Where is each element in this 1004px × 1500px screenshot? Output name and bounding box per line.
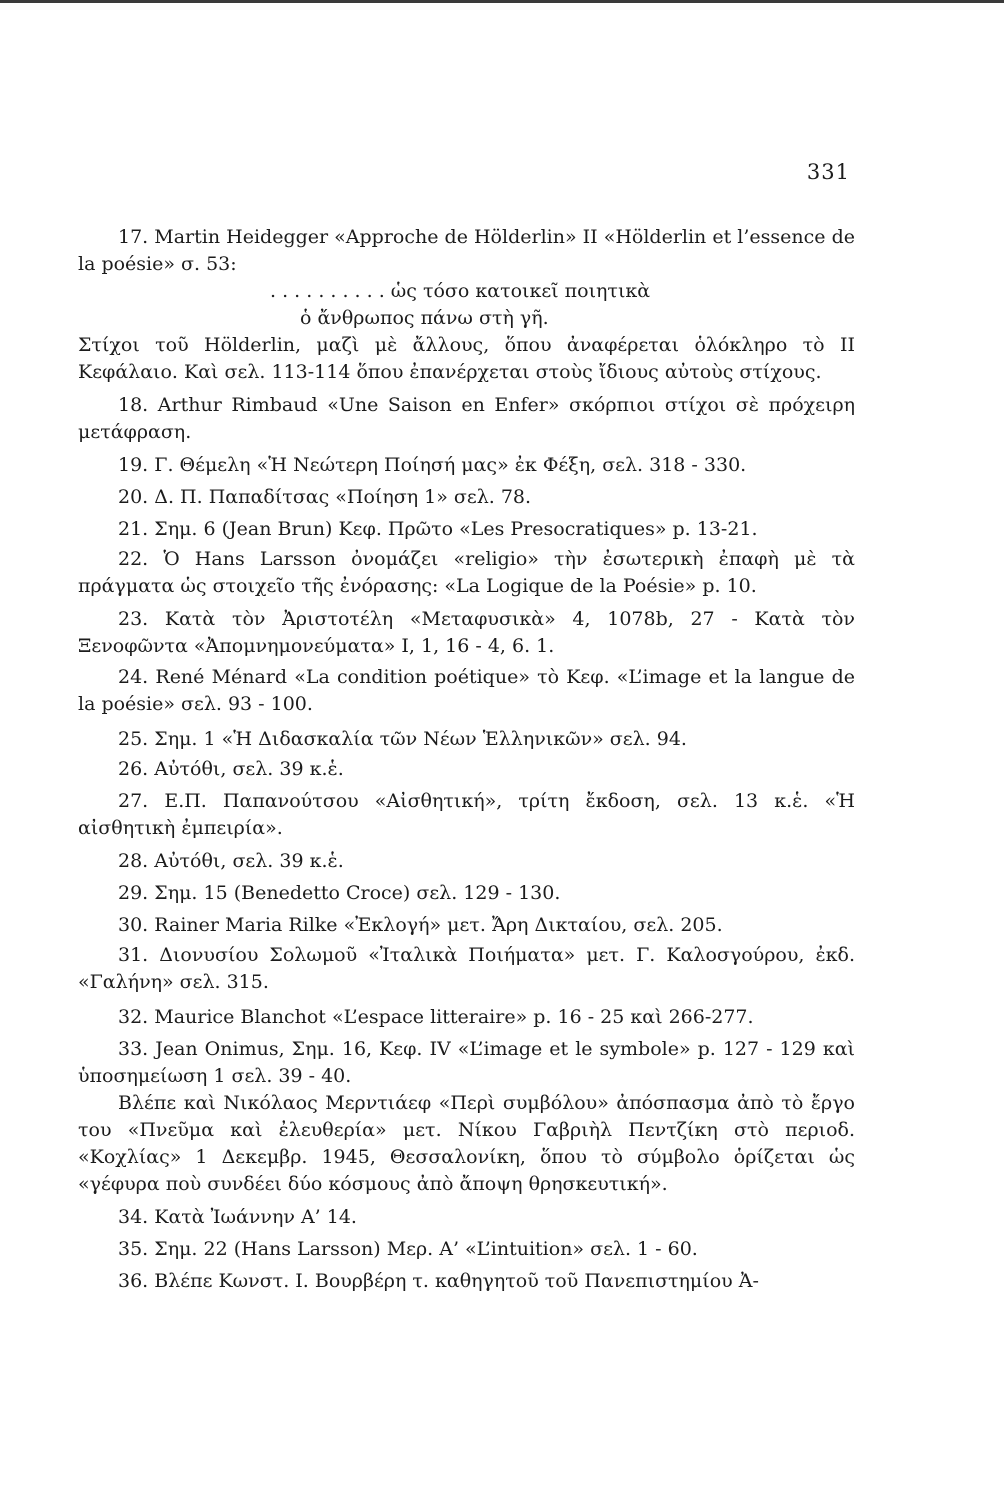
note-19: 19. Γ. Θέμελη «Ἡ Νεώτερη Ποίησή μας» ἐκ Φέξη, σελ. 318 - 330. <box>118 454 747 476</box>
note-30: 30. Rainer Maria Rilke «Ἐκλογή» μετ. Ἄρη Δικταίου, σελ. 205. <box>118 914 723 936</box>
note-31: 31. Διονυσίου Σολωμοῦ «Ἰταλικὰ Ποιήματα» μετ. Γ. Καλοσγούρου, ἐκδ. «Γαλήνη» σελ. 315. <box>78 944 855 993</box>
note-23: 23. Κατὰ τὸν Ἀριστοτέλη «Μεταφυσικὰ» 4, 1078b, 27 - Κατὰ τὸν Ξενοφῶντα «Ἀπομνημονεύματα» I, 1, 16 - 4, 6. 1. <box>78 608 855 657</box>
note-33-continuation: Βλέπε καὶ Νικόλαος Μερντιάεφ «Περὶ συμβόλου» ἀπόσπασμα ἀπὸ τὸ ἔργο του «Πνεῦμα καὶ ἐλευθερία» μετ. Νίκου Γαβριὴλ Πεντζίκη στὸ περιοδ. «Κοχλίας» 1 Δεκεμβρ. 1945, Θεσσαλονίκη, ὅπου τὸ σύμβολο ὁρίζεται ὡς «γέφυρα ποὺ συνδέει δύο κόσμους ἀπὸ ἄποψη θρησκευτική». <box>78 1092 855 1195</box>
note-24: 24. René Ménard «La condition poétique» τὸ Κεφ. «L’image et la langue de la poésie» σελ. 93 - 100. <box>78 666 855 715</box>
note-20: 20. Δ. Π. Παπαδίτσας «Ποίηση 1» σελ. 78. <box>118 486 532 508</box>
note-18: 18. Arthur Rimbaud «Une Saison en Enfer» σκόρπιοι στίχοι σὲ πρόχειρη μετάφραση. <box>78 394 855 443</box>
note-17-continuation: Στίχοι τοῦ Hölderlin, μαζὶ μὲ ἄλλους, ὅπου ἀναφέρεται ὁλόκληρο τὸ II Κεφάλαιο. Καὶ σελ. 113-114 ὅπου ἐπανέρχεται στοὺς ἴδιους αὐτοὺς στίχους. <box>78 334 855 383</box>
note-32: 32. Maurice Blanchot «L’espace litteraire» p. 16 - 25 καὶ 266-277. <box>118 1006 754 1028</box>
note-28: 28. Αὐτόθι, σελ. 39 κ.ἑ. <box>118 850 344 872</box>
note-29: 29. Σημ. 15 (Benedetto Croce) σελ. 129 - 130. <box>118 882 561 904</box>
note-27: 27. Ε.Π. Παπανούτσου «Αἰσθητική», τρίτη ἔκδοση, σελ. 13 κ.ἑ. «Ἡ αἰσθητικὴ ἐμπειρία». <box>78 790 855 839</box>
note-26: 26. Αὐτόθι, σελ. 39 κ.ἑ. <box>118 758 344 780</box>
note-33: 33. Jean Onimus, Σημ. 16, Κεφ. IV «L’image et le symbole» p. 127 - 129 καὶ ὑποσημείωση 1 σελ. 39 - 40. <box>78 1038 855 1087</box>
note-25: 25. Σημ. 1 «Ἡ Διδασκαλία τῶν Νέων Ἑλληνικῶν» σελ. 94. <box>118 728 687 750</box>
note-36: 36. Βλέπε Κωνστ. Ι. Βουρβέρη τ. καθηγητοῦ τοῦ Πανεπιστημίου Ἀ- <box>118 1270 759 1292</box>
note-34: 34. Κατὰ Ἰωάννην Α’ 14. <box>118 1206 357 1228</box>
note-17-verse-line-1: . . . . . . . . . . ὡς τόσο κατοικεῖ ποιητικὰ <box>270 280 651 302</box>
note-17-verse-line-2: ὁ ἄνθρωπος πάνω στὴ γῆ. <box>300 307 549 329</box>
page-number: 331 <box>806 160 850 184</box>
note-35: 35. Σημ. 22 (Hans Larsson) Μερ. Α’ «L’intuition» σελ. 1 - 60. <box>118 1238 698 1260</box>
page-top-edge <box>0 0 1004 3</box>
note-21: 21. Σημ. 6 (Jean Brun) Κεφ. Πρῶτο «Les Presocratiques» p. 13-21. <box>118 518 758 540</box>
note-17: 17. Martin Heidegger «Approche de Hölderlin» II «Hölderlin et l’essence de la poésie» σ. 53: <box>78 226 855 275</box>
note-22: 22. Ὁ Hans Larsson ὀνομάζει «religio» τὴν ἐσωτερικὴ ἐπαφὴ μὲ τὰ πράγματα ὡς στοιχεῖο τῆς ἐνόρασης: «La Logique de la Poésie» p. 10. <box>78 548 855 597</box>
